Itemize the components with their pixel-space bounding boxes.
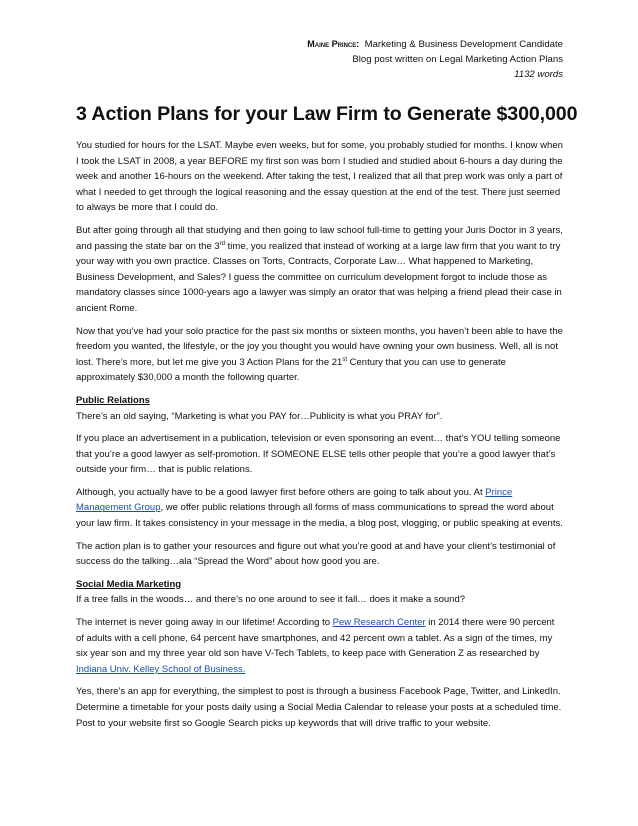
link-prince-management-group[interactable]: Prince Management Group	[76, 486, 513, 514]
header-line-1	[76, 37, 563, 52]
author-name: Maine Prince:	[307, 39, 360, 49]
paragraph-solo-practice: Now that you’ve had your solo practice for the past six months or sixteen months, you haven’t been able to have the freedom you wanted, the lifestyle, or the joy you thought you would have owning your own business. Well, all is not lost. There’s more, but let me give you 3 Action Plans for the 21st Century that you can use to generate approximately $30,000 a month the following quarter.	[76, 325, 563, 384]
document-title: 3 Action Plans for your Law Firm to Generate $300,000	[76, 103, 578, 125]
paragraph-sm-internet: The internet is never going away in our lifetime! According to Pew Research Center in 2014 there were 90 percent of adults with a cell phone, 64 percent have smartphones, and 42 percent own a tablet. As a sign of the times, my six year son and my three year old son have V-Tech Tablets, to keep pace with Generation Z as researched by Indiana Univ. Kelley School of Business.	[76, 617, 555, 675]
link-pew-research-center[interactable]: Pew Research Center	[332, 617, 426, 629]
paragraph-law-school: But after going through all that studying and then going to law school full-time to getting your Juris Doctor in 3 years, and passing the state bar on the 3rd time, you realized that instead of working at a large law firm that you want to try your way with you own practice. Classes on Torts, Contracts, Corporate Law… What happened to Marketing, Business Development, and Sales? I guess the committee on curriculum development forgot to include those as mandatory classes since 1000-years ago a lawyer was simply an orator that was helping a friend plead their case in ancient Rome.	[76, 224, 563, 314]
paragraph-pr-advertising: If you place an advertisement in a publication, television or even sponsoring an event… that’s YOU telling someone that you’re a good lawyer as self-promotion. If SOMEONE ELSE tells other people that you’re a good lawyer that’s outside your firm… that is public relations.	[76, 433, 561, 476]
word-count: 1132 words	[514, 69, 563, 80]
section-heading-public-relations: Public Relations	[76, 394, 150, 406]
paragraph-sm-app: Yes, there’s an app for everything, the simplest to post is through a business Facebook Page, Twitter, and LinkedIn. Determine a timetable for your posts daily using a Social Media Calendar to release your posts at a scheduled time. Post to your website first so Google Search picks up keywords that will drive traffic to your website.	[76, 686, 562, 729]
paragraph-sm-tree: If a tree falls in the woods… and there’s no one around to see it fall… does it make a sound?	[76, 594, 466, 606]
paragraph-pr-action-plan: The action plan is to gather your resources and figure out what you’re good at and have your client’s testimonial of success do the talking…ala “Spread the Word” about how good you are.	[76, 540, 556, 568]
paragraph-pr-prince: Although, you actually have to be a good lawyer first before others are going to talk about you. At Prince Management Group, we offer public relations through all forms of mass communications to spread the word about your law firm. It takes consistency in your message in the media, a blog post, vlogging, or public speaking at events.	[76, 486, 563, 530]
paragraph-pr-saying: There’s an old saying, “Marketing is what you PAY for…Publicity is what you PRAY for”.	[76, 410, 443, 422]
author-role: Marketing & Business Development Candidate	[364, 39, 563, 50]
header-line-2: Blog post written on Legal Marketing Action Plans	[352, 54, 563, 65]
paragraph-intro: You studied for hours for the LSAT. Maybe even weeks, but for some, you probably studied for months. I know when I took the LSAT in 2008, a year BEFORE my first son was born I studied and studied about 6-hours a day during the week and another 16-hours on the weekend. After taking the test, I realized that all that prep work was only a part of what I needed to get through the logical reasoning and the essay question at the end of the test. There just seemed to always be more that I could do.	[76, 140, 563, 214]
link-indiana-kelley[interactable]: Indiana Univ. Kelley School of Business.	[76, 663, 246, 675]
section-heading-social-media: Social Media Marketing	[76, 578, 182, 590]
document-header	[76, 0, 563, 82]
